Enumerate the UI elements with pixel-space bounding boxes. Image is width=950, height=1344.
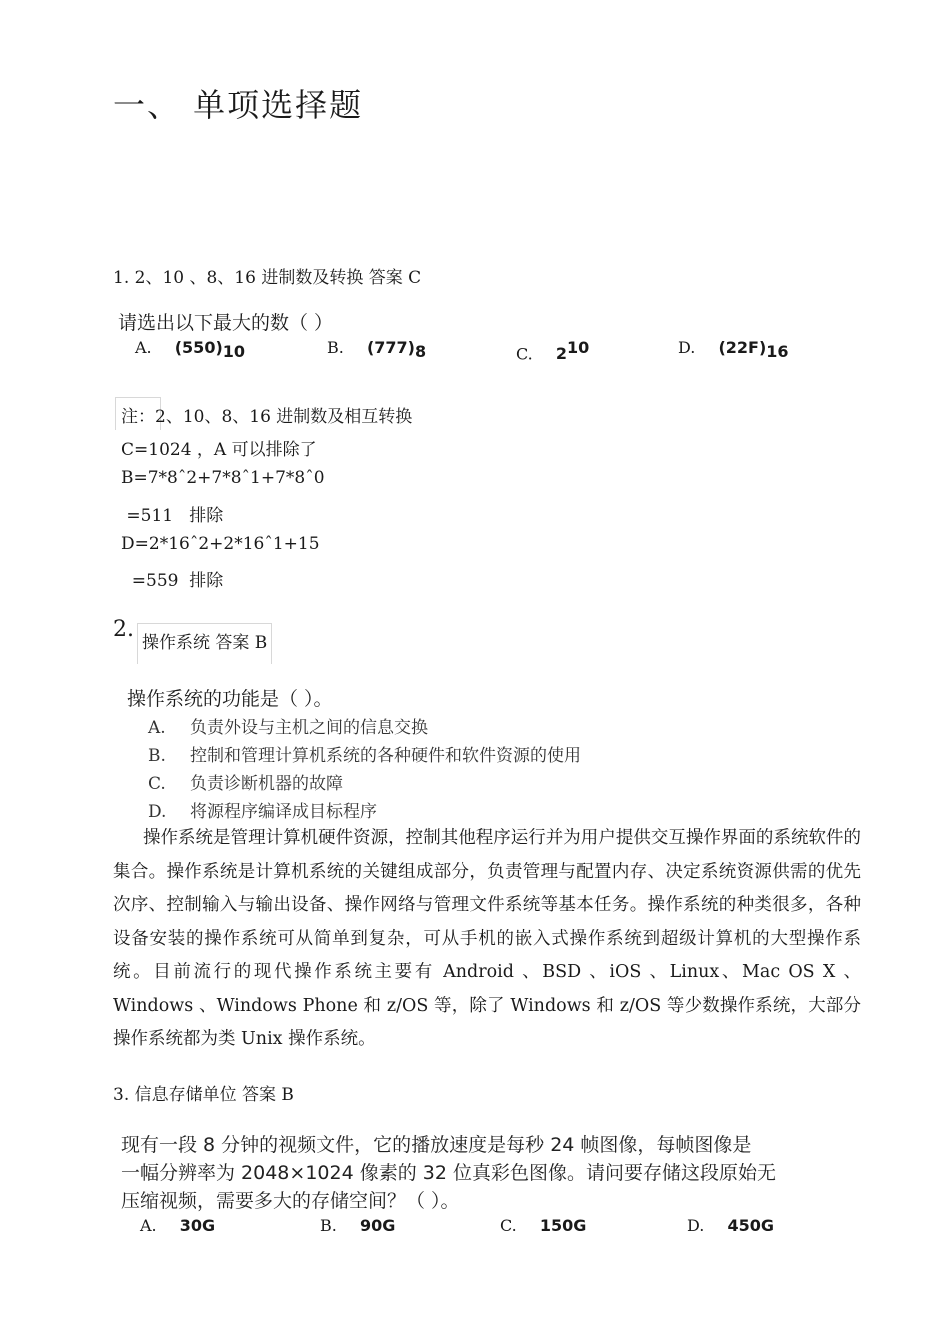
option-letter: A. (140, 1216, 157, 1235)
option-text: 控制和管理计算机系统的各种硬件和软件资源的使用 (190, 746, 581, 766)
q2-explanation-text: 操作系统是管理计算机硬件资源，控制其他程序运行并为用户提供交互操作界面的系统软件的集合。操作系统是计算机系统的关键组成部分，负责管理与配置内存、决定系统资源供需的优先次序、控制输入与输出设备、操作网络与管理文件系统等基本任务。操作系统的种类很多，各种设备安装的操作系统可从简单到复杂，可从手机的嵌入式操作系统到超级计算机的大型操作系统。目前流行的现代操作系统主要有 Android 、BSD 、iOS 、Linux、Mac OS X 、Windows 、Windows Phone 和 z/OS 等，除了 Windows 和 z/OS 等少数操作系统，大部分操作系统都为类 Unix 操作系统。 (113, 828, 861, 1049)
option-letter: B. (320, 1216, 337, 1235)
option-value: 150G (539, 1216, 587, 1235)
section-title: 一、 单项选择题 (113, 86, 364, 124)
option-letter: A. (148, 718, 166, 738)
q3-option-b (320, 1216, 395, 1235)
q1-note-line: 注：2、10、8、16 进制数及相互转换 (121, 407, 413, 427)
q1-option-b (327, 338, 426, 361)
option-letter: A. (135, 338, 152, 357)
option-text: 将源程序编译成目标程序 (190, 802, 377, 822)
option-value: (777) (366, 338, 415, 357)
option-base: 8 (414, 342, 427, 362)
option-value: (22F) (718, 338, 767, 357)
option-letter: D. (687, 1216, 705, 1235)
option-base: 10 (222, 342, 246, 362)
option-value: 2 (555, 344, 567, 364)
q3-question-line: 压缩视频，需要多大的存储空间？（ ）。 (121, 1190, 460, 1212)
q3-question-line: 现有一段 8 分钟的视频文件，它的播放速度是每秒 24 帧图像，每帧图像是 (121, 1134, 752, 1156)
option-value: 450G (727, 1216, 774, 1235)
q1-note-line: B=7*8ˆ2+7*8ˆ1+7*8ˆ0 (121, 468, 325, 488)
option-letter: D. (678, 338, 696, 357)
option-exponent: 10 (567, 338, 590, 357)
option-letter: D. (148, 802, 167, 822)
q2-explanation (113, 822, 861, 1057)
q2-option-d (148, 797, 377, 822)
q3-option-d (687, 1216, 774, 1235)
option-base: 16 (766, 342, 789, 362)
q2-number: 2. (113, 617, 134, 642)
q1-question: 请选出以下最大的数（ ） (118, 312, 334, 334)
q2-option-c (148, 769, 343, 794)
q1-note-line: C=1024 ，A 可以排除了 (121, 440, 317, 460)
q3-question-line: 一幅分辨率为 2048×1024 像素的 32 位真彩色图像。请问要存储这段原始无 (121, 1162, 776, 1184)
q2-option-b (148, 741, 581, 766)
option-value: 90G (359, 1216, 396, 1235)
option-value: (550) (174, 338, 223, 357)
q1-option-c (516, 338, 589, 363)
q2-question: 操作系统的功能是（ ）。 (127, 688, 333, 710)
q3-heading: 3. 信息存储单位 答案 B (113, 1085, 294, 1105)
q1-note-line: D=2*16ˆ2+2*16ˆ1+15 (121, 534, 320, 554)
q1-option-a (135, 338, 245, 361)
q1-note-line: =559 排除 (121, 571, 224, 591)
option-text: 负责外设与主机之间的信息交换 (190, 718, 428, 738)
option-letter: B. (148, 746, 166, 766)
option-letter: C. (516, 344, 533, 364)
q1-option-d (678, 338, 789, 361)
option-letter: C. (500, 1216, 517, 1235)
q1-note-line: =511 排除 (121, 506, 224, 526)
option-letter: C. (148, 774, 166, 794)
q2-heading: 操作系统 答案 B (137, 623, 272, 664)
q1-heading: 1. 2、10 、8、16 进制数及转换 答案 C (113, 268, 422, 288)
q3-option-c (500, 1216, 586, 1235)
q2-option-a (148, 713, 428, 738)
option-letter: B. (327, 338, 344, 357)
option-value: 30G (179, 1216, 216, 1235)
option-text: 负责诊断机器的故障 (190, 774, 343, 794)
q3-option-a (140, 1216, 215, 1235)
